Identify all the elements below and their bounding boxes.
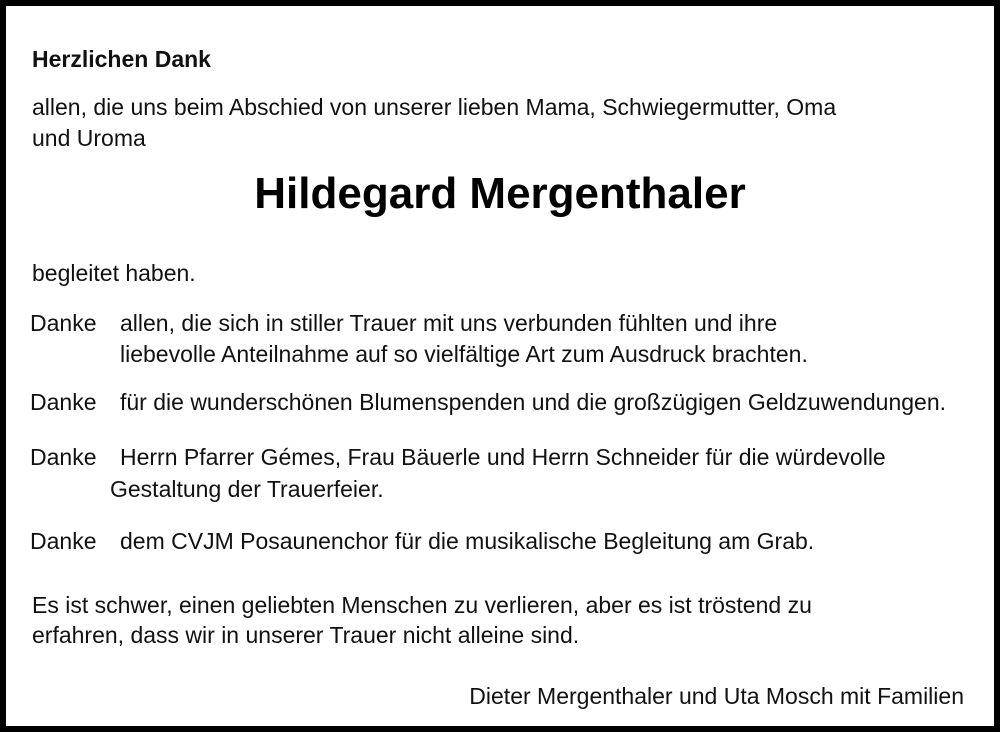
closing-line-1: Es ist schwer, einen geliebten Menschen zu verlieren, aber es ist tröstend zu [32, 592, 812, 618]
thanks-2-line-1: für die wunderschönen Blumenspenden und die großzügigen Geldzuwendungen. [120, 389, 947, 415]
thanks-3-line-1: Herrn Pfarrer Gémes, Frau Bäuerle und Herrn Schneider für die würdevolle [120, 444, 886, 470]
thanks-word-3: Danke [30, 444, 97, 470]
thanks-word-4: Danke [30, 528, 97, 554]
accompanied-text: begleitet haben. [32, 260, 196, 286]
deceased-name: Hildegard Mergenthaler [254, 169, 746, 218]
thanks-3-line-2: Gestaltung der Trauerfeier. [110, 476, 384, 502]
thanks-4-line-1: dem CVJM Posaunenchor für die musikalische Begleitung am Grab. [120, 528, 815, 554]
heading: Herzlichen Dank [32, 46, 211, 72]
thanks-word-2: Danke [30, 389, 97, 415]
thanks-1-line-2: liebevolle Anteilnahme auf so vielfältige Art zum Ausdruck brachten. [120, 341, 808, 367]
thanks-1-line-1: allen, die sich in stiller Trauer mit uns verbunden fühlten und ihre [120, 310, 778, 336]
closing-line-2: erfahren, dass wir in unserer Trauer nicht alleine sind. [32, 622, 580, 648]
thanks-word-1: Danke [30, 310, 97, 336]
intro-line-1: allen, die uns beim Abschied von unserer lieben Mama, Schwiegermutter, Oma [32, 94, 837, 120]
signature: Dieter Mergenthaler und Uta Mosch mit Familien [469, 683, 964, 709]
intro-line-2: und Uroma [32, 125, 146, 151]
